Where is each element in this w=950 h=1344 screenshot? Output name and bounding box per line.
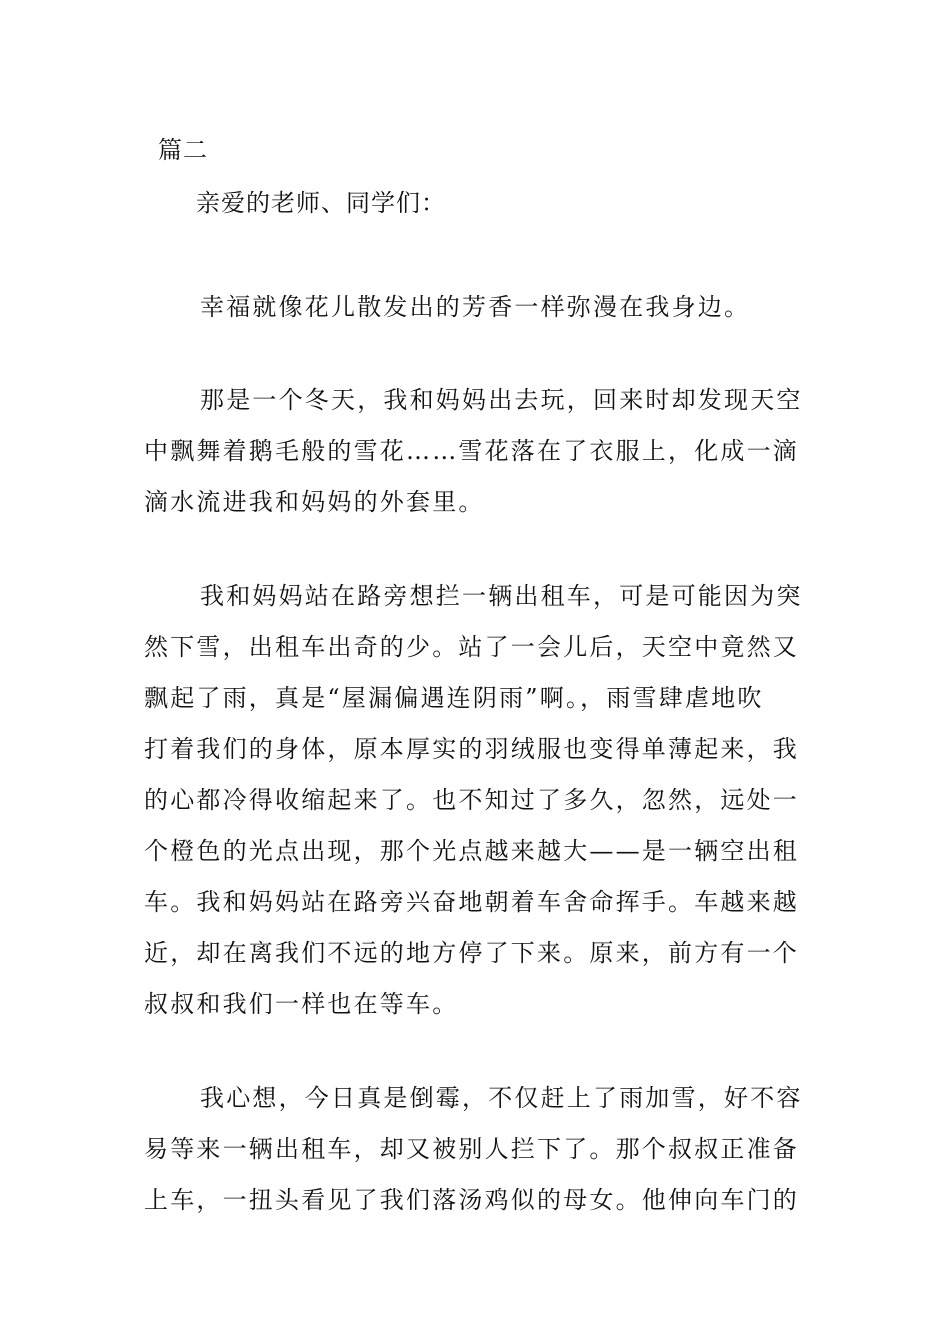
section-heading: 篇二	[158, 136, 208, 164]
paragraph-1	[144, 282, 816, 333]
paragraph-line: 然下雪，出租车出奇的少。站了一会儿后，天空中竟然又	[144, 633, 799, 661]
paragraph-line: 飘起了雨，真是“屋漏偏遇连阴雨”啊。，雨雪肆虐地吹	[144, 684, 764, 712]
paragraph-line: 那是一个冬天，我和妈妈出去玩，回来时却发现天空	[200, 386, 803, 414]
paragraph-line: 打着我们的身体，原本厚实的羽绒服也变得单薄起来，我	[144, 735, 799, 763]
greeting-line: 亲爱的老师、同学们：	[196, 189, 446, 217]
paragraph-line: 滴水流进我和妈妈的外套里。	[144, 488, 485, 516]
paragraph-line: 易等来一辆出租车，却又被别人拦下了。那个叔叔正准备	[144, 1135, 799, 1163]
paragraph-line: 个橙色的光点出现，那个光点越来越大——是一辆空出租	[144, 837, 799, 865]
paragraph-2	[144, 375, 816, 528]
paragraph-line: 叔叔和我们一样也在等车。	[144, 990, 459, 1018]
paragraph-line: 的心都冷得收缩起来了。也不知过了多久，忽然，远处一	[144, 786, 799, 814]
paragraph-line: 幸福就像花儿散发出的芳香一样弥漫在我身边。	[200, 293, 751, 321]
paragraph-line: 我心想，今日真是倒霉，不仅赶上了雨加雪，好不容	[200, 1084, 803, 1112]
paragraph-line: 上车，一扭头看见了我们落汤鸡似的母女。他伸向车门的	[144, 1186, 799, 1214]
paragraph-line: 中飘舞着鹅毛般的雪花……雪花落在了衣服上，化成一滴	[144, 437, 799, 465]
paragraph-4	[144, 1073, 816, 1226]
paragraph-3	[144, 571, 816, 1030]
paragraph-line: 我和妈妈站在路旁想拦一辆出租车，可是可能因为突	[200, 582, 803, 610]
paragraph-line: 近，却在离我们不远的地方停了下来。原来，前方有一个	[144, 939, 799, 967]
paragraph-line: 车。我和妈妈站在路旁兴奋地朝着车舍命挥手。车越来越	[144, 888, 799, 916]
